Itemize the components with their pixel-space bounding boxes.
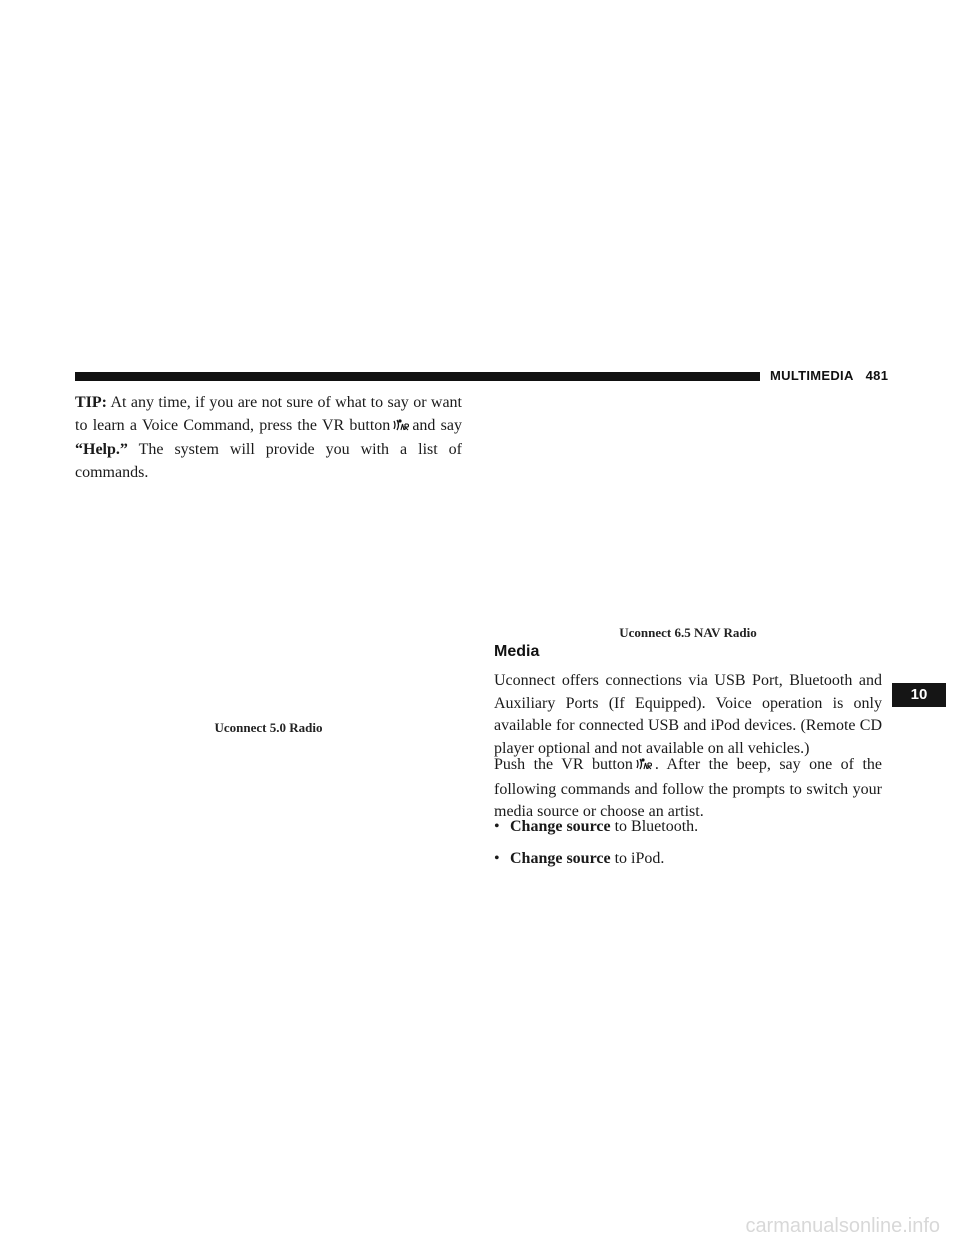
tip-label: TIP:	[75, 394, 107, 411]
list-item	[494, 816, 882, 839]
media-paragraph-2	[494, 754, 882, 824]
running-header	[770, 368, 888, 383]
command-rest: to iPod.	[614, 849, 665, 867]
chapter-tab: 10	[892, 683, 946, 707]
caption-uconnect-6-5: Uconnect 6.5 NAV Radio	[619, 625, 757, 640]
tip-text-1: At any time, if you are not sure of what to say or want to learn a Voice Command, press the VR button	[75, 394, 462, 434]
section-title: MULTIMEDIA	[770, 368, 854, 383]
media-para2-text-1: Push the VR button	[494, 756, 633, 773]
media-heading: Media	[494, 643, 540, 660]
bullet-icon: •	[494, 849, 500, 867]
voice-recognition-icon	[392, 417, 409, 440]
command-rest: to Bluetooth.	[614, 818, 699, 835]
tip-text-2: and say	[412, 416, 462, 434]
bullet-icon: •	[494, 818, 500, 835]
tip-text-3: The system will provide you with a list of commands.	[75, 441, 462, 481]
media-command-list	[494, 816, 882, 879]
caption-uconnect-5: Uconnect 5.0 Radio	[214, 720, 323, 735]
header-rule	[75, 372, 760, 381]
media-paragraph-1: Uconnect offers connections via USB Port, Bluetooth and Auxiliary Ports (If Equipped). Voice operation is only available for connected USB and iPod devices. (Remote CD player optional and not available on all vehicles.)	[494, 672, 882, 757]
tip-quote: “Help.”	[75, 441, 128, 458]
watermark: carmanualsonline.info	[745, 1215, 940, 1237]
command-keyword: Change source	[510, 818, 611, 835]
voice-recognition-icon	[635, 756, 652, 779]
media-para2-text-2: . After the beep, say one of the following commands and follow the prompts to switch your media source or choose an artist.	[494, 756, 882, 820]
tip-paragraph	[75, 392, 462, 484]
page-number: 481	[865, 368, 889, 383]
command-keyword: Change source	[510, 849, 611, 867]
list-item	[494, 848, 882, 871]
